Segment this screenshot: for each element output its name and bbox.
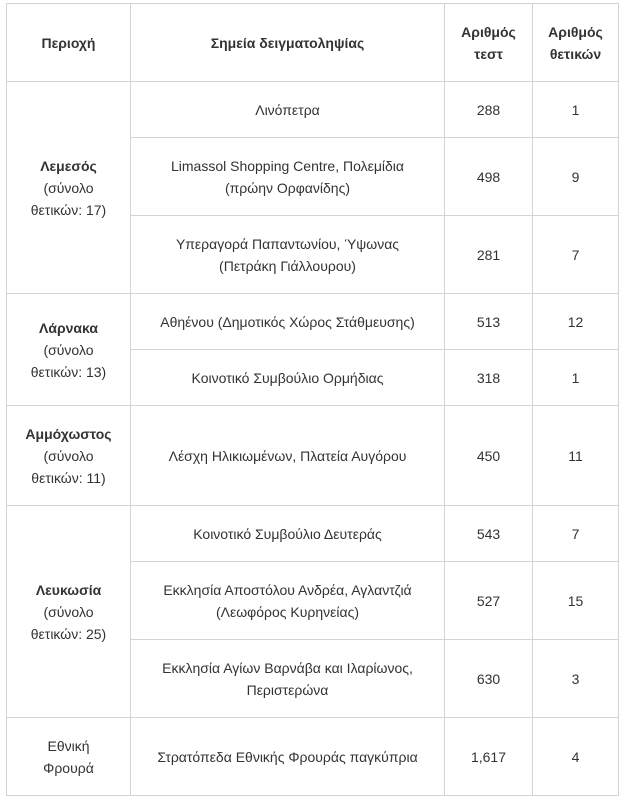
tests-cell: 1,617 [445, 718, 533, 796]
region-sub: (σύνολο [43, 603, 94, 620]
header-tests-line1: Αριθμός [461, 23, 516, 40]
region-sub: (σύνολο [43, 341, 94, 358]
positives-cell: 1 [533, 350, 619, 406]
point-text: Limassol Shopping Centre, Πολεμίδια [170, 157, 405, 174]
region-name: Αμμόχωστος [25, 425, 112, 442]
point-cell [131, 562, 445, 640]
region-cell-limassol [7, 82, 131, 294]
header-tests-line2: τεστ [474, 45, 503, 62]
point-text: Εκκλησία Αγίων Βαρνάβα και Ιλαρίωνος, [162, 659, 413, 676]
header-region: Περιοχή [7, 4, 131, 82]
region-name: Λεμεσός [40, 157, 97, 174]
tests-cell: 543 [445, 506, 533, 562]
header-positives [533, 4, 619, 82]
region-guard-line1: Εθνική [47, 737, 90, 754]
point-cell [131, 294, 445, 350]
table-row [7, 718, 619, 796]
table-row [7, 406, 619, 506]
point-text: Υπεραγορά Παπαντωνίου, Ύψωνας [175, 235, 400, 252]
tests-cell: 318 [445, 350, 533, 406]
point-cell [131, 350, 445, 406]
positives-cell: 1 [533, 82, 619, 138]
point-cell [131, 406, 445, 506]
region-name: Λάρνακα [39, 319, 98, 336]
region-guard-line2: Φρουρά [43, 759, 94, 776]
region-cell-guard [7, 718, 131, 796]
point-text: Κοινοτικό Συμβούλιο Ορμήδιας [191, 369, 384, 386]
positives-cell: 15 [533, 562, 619, 640]
table-row [7, 82, 619, 138]
point-text: Περιστερώνα [246, 681, 329, 698]
point-text: (Πετράκη Γιάλλουρου) [219, 257, 356, 274]
results-table [6, 3, 619, 796]
point-text: Στρατόπεδα Εθνικής Φρουράς παγκύπρια [157, 748, 418, 765]
point-cell [131, 640, 445, 718]
positives-cell: 4 [533, 718, 619, 796]
region-sub: (σύνολο [43, 179, 94, 196]
header-positives-line1: Αριθμός [548, 23, 603, 40]
tests-cell: 450 [445, 406, 533, 506]
table-row [7, 294, 619, 350]
tests-cell: 281 [445, 216, 533, 294]
tests-cell: 527 [445, 562, 533, 640]
tests-cell: 630 [445, 640, 533, 718]
positives-cell: 9 [533, 138, 619, 216]
region-cell-larnaca [7, 294, 131, 406]
region-name: Λευκωσία [35, 581, 102, 598]
region-sub: θετικών: 17) [30, 201, 107, 218]
point-text: Αθηένου (Δημοτικός Χώρος Στάθμευσης) [160, 313, 415, 330]
tests-cell: 288 [445, 82, 533, 138]
point-text: (πρώην Ορφανίδης) [224, 179, 350, 196]
header-tests [445, 4, 533, 82]
point-cell [131, 82, 445, 138]
region-sub: (σύνολο [43, 447, 94, 464]
point-cell [131, 718, 445, 796]
positives-cell: 7 [533, 216, 619, 294]
region-cell-nicosia [7, 506, 131, 718]
point-cell [131, 506, 445, 562]
point-cell [131, 216, 445, 294]
point-text: Λινόπετρα [255, 101, 320, 118]
positives-cell: 12 [533, 294, 619, 350]
header-points: Σημεία δειγματοληψίας [131, 4, 445, 82]
table-row [7, 506, 619, 562]
point-text: Λέσχη Ηλικιωμένων, Πλατεία Αυγόρου [168, 447, 407, 464]
positives-cell: 7 [533, 506, 619, 562]
header-row [7, 4, 619, 82]
region-sub: θετικών: 25) [30, 625, 107, 642]
header-positives-line2: θετικών [549, 45, 602, 62]
point-cell [131, 138, 445, 216]
positives-cell: 11 [533, 406, 619, 506]
region-cell-famagusta [7, 406, 131, 506]
tests-cell: 498 [445, 138, 533, 216]
region-sub: θετικών: 13) [30, 363, 107, 380]
tests-cell: 513 [445, 294, 533, 350]
positives-cell: 3 [533, 640, 619, 718]
point-text: Εκκλησία Αποστόλου Ανδρέα, Αγλαντζιά [163, 581, 412, 598]
point-text: (Λεωφόρος Κυρηνείας) [215, 603, 360, 620]
point-text: Κοινοτικό Συμβούλιο Δευτεράς [193, 525, 382, 542]
region-sub: θετικών: 11) [31, 469, 106, 486]
